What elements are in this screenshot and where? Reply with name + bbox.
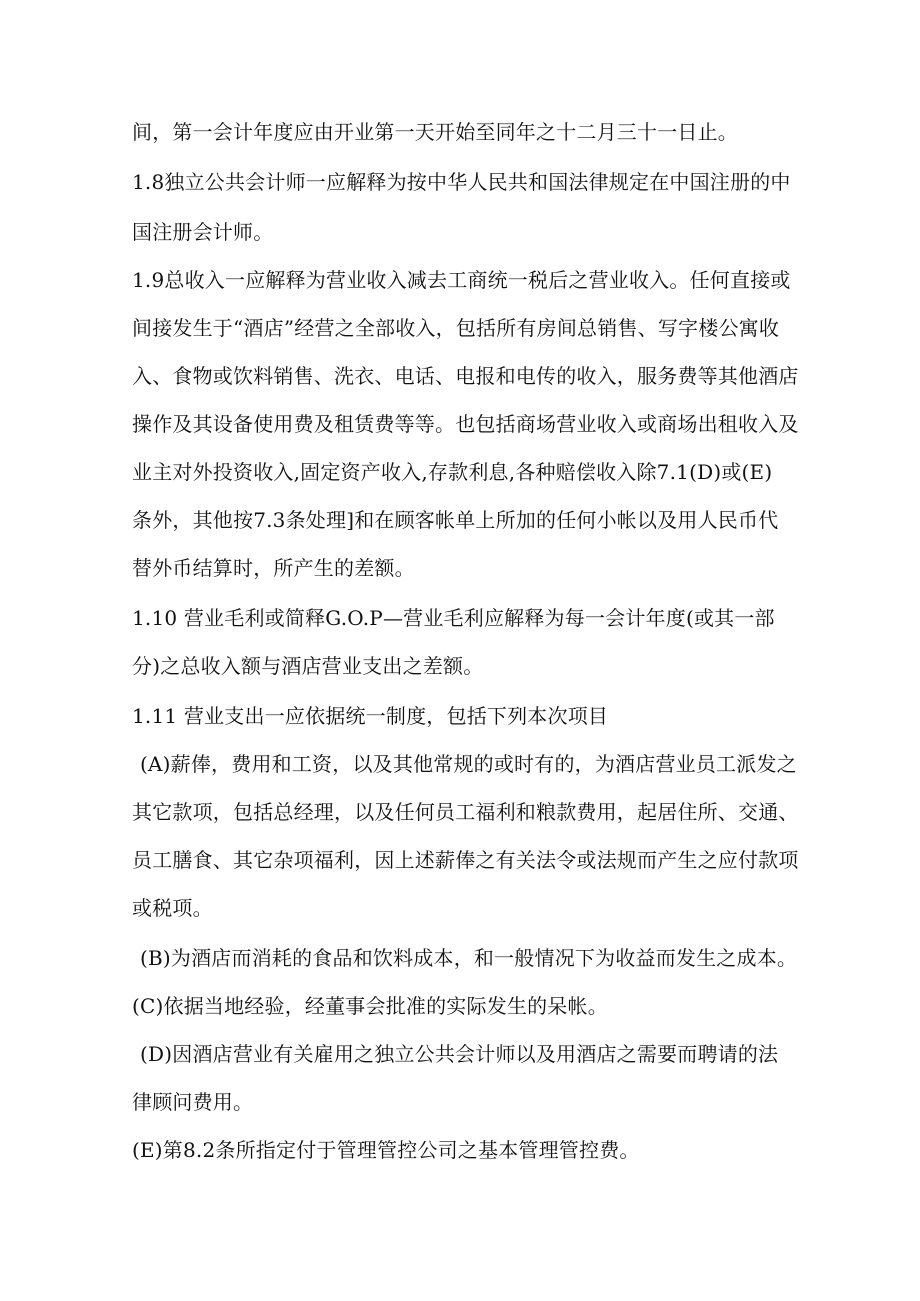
text-line: 1.10 营业毛利或简释G.O.P—营业毛利应解释为每一会计年度(或其一部 bbox=[132, 606, 775, 630]
text-line: 1.9总收入一应解释为营业收入减去工商统一税后之营业收入。任何直接或 bbox=[132, 268, 791, 292]
text-line: (C)依据当地经验，经董事会批准的实际发生的呆帐。 bbox=[132, 994, 608, 1018]
text-line: 间，第一会计年度应由开业第一天开始至同年之十二月三十一日止。 bbox=[132, 120, 738, 144]
text-line: 或税项。 bbox=[132, 896, 213, 920]
text-line: (D)因酒店营业有关雇用之独立公共会计师以及用酒店之需要而聘请的法 bbox=[140, 1042, 779, 1066]
text-line: 分)之总收入额与酒店营业支出之差额。 bbox=[132, 654, 484, 678]
text-line: (B)为酒店而消耗的食品和饮料成本，和一般情况下为收益而发生之成本。 bbox=[140, 946, 798, 970]
text-line: 业主对外投资收入,固定资产收入,存款利息,各种赔偿收入除7.1(D)或(E) bbox=[132, 460, 773, 484]
text-line: 1.8独立公共会计师一应解释为按中华人民共和国法律规定在中国注册的中 bbox=[132, 170, 791, 194]
text-line: 操作及其设备使用费及租赁费等等。也包括商场营业收入或商场出租收入及 bbox=[132, 412, 799, 436]
text-line: (A)薪俸，费用和工资，以及其他常规的或时有的，为酒店营业员工派发之 bbox=[140, 752, 797, 776]
text-line: 间接发生于“酒店”经营之全部收入，包括所有房间总销售、写字楼公寓收 bbox=[132, 316, 780, 340]
text-line: 国注册会计师。 bbox=[132, 220, 274, 244]
text-line: 其它款项，包括总经理，以及任何员工福利和粮款费用，起居住所、交通、 bbox=[132, 800, 799, 824]
text-line: 入、食物或饮料销售、洗衣、电话、电报和电传的收入，服务费等其他酒店 bbox=[132, 364, 799, 388]
text-line: 1.11 营业支出一应依据统一制度，包括下列本次项目 bbox=[132, 704, 609, 728]
text-line: (E)第8.2条所指定付于管理管控公司之基本管理管控费。 bbox=[132, 1138, 640, 1162]
text-line: 律顾问费用。 bbox=[132, 1090, 254, 1114]
text-line: 替外币结算时，所产生的差额。 bbox=[132, 556, 415, 580]
text-line: 员工膳食、其它杂项福利，因上述薪俸之有关法令或法规而产生之应付款项 bbox=[132, 848, 799, 872]
text-line: 条外，其他按7.3条处理]和在顾客帐单上所加的任何小帐以及用人民币代 bbox=[132, 508, 779, 532]
